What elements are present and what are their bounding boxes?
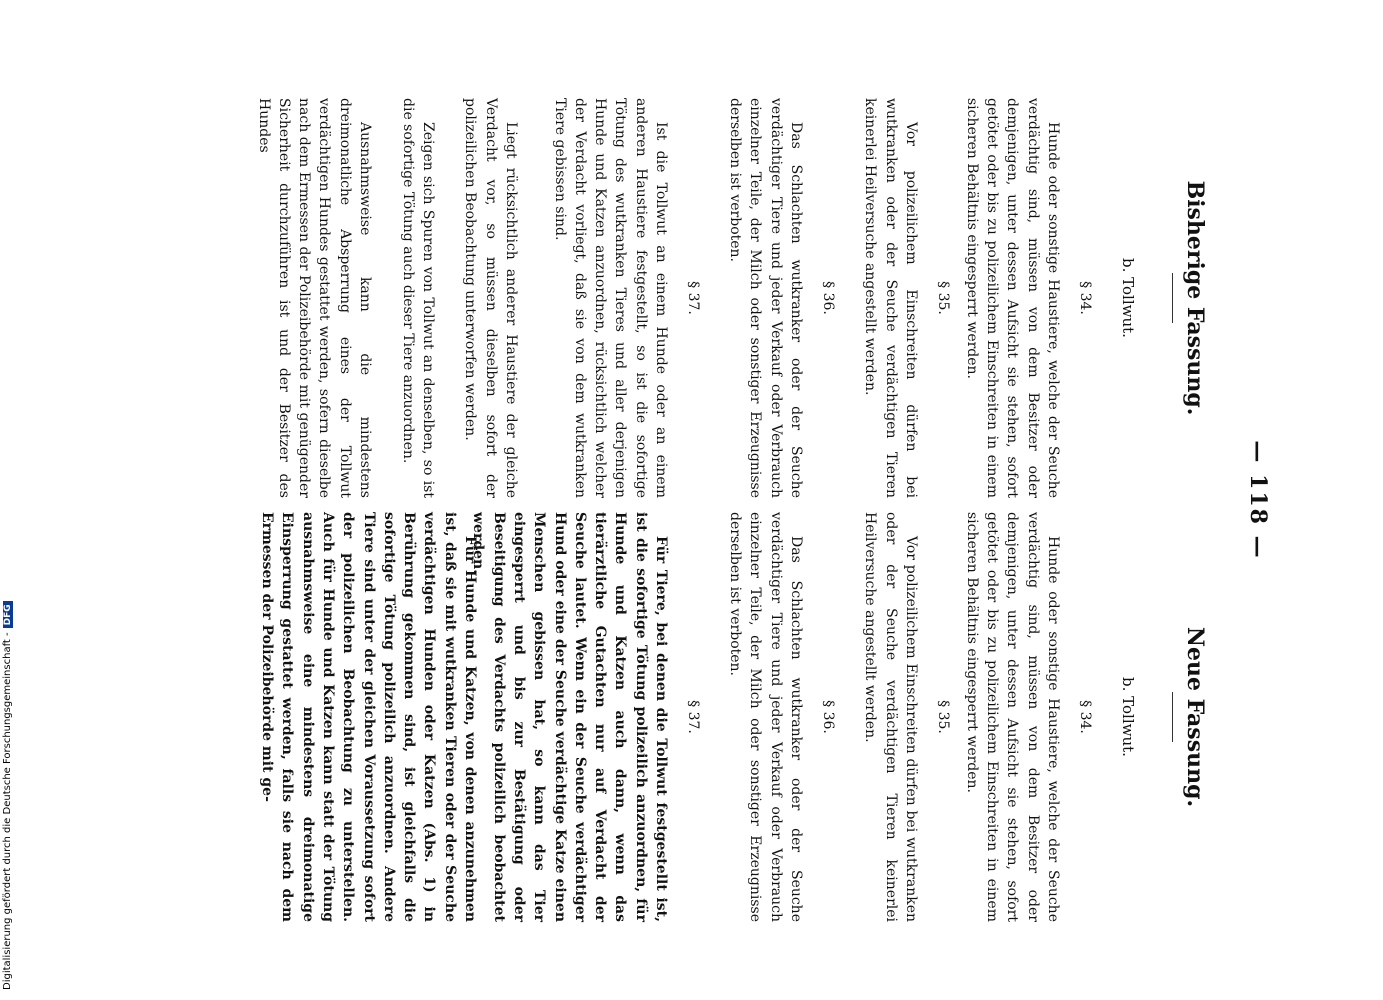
column-heading-old: Bisherige Fassung. [1182,180,1208,416]
paragraph-text: Hunde oder sonstige Haustiere, welche der Seuche verdächtig sind, müssen von dem Besitzer oder demjenigen, unter dessen Aufsicht sie stehen, sofort getötet oder bis zu polizeilichem Einschreiten in einem sicheren Behältnis eingesperrt werden. [963,512,1061,922]
paragraph-text: Ausnahmsweise kann die mindestens dreimonatliche Absperrung eines der Tollwut verdächtigen Hundes gestattet werden, sofern dieselbe nach dem Ermessen der Polizeibehörde mit genügender Sicherheit durchzuführen ist und der Besitzer des Hundes [255,98,373,498]
paragraph-text: Das Schlachten wutkranker oder der Seuche verdächtiger Tiere und jeder Verkauf oder Verbrauch einzelner Teile, der Milch oder sonstiger Erzeugnisse derselben ist verboten. [727,512,804,922]
paragraph-text: Zeigen sich Spuren von Tollwut an denselben, so ist die sofortige Tötung auch dieser Tiere anzuordnen. [399,98,436,498]
page-number: — 118 — [1245,440,1271,560]
footer-text: Digitalisierung gefördert durch die Deutsche Forschungsgemeinschaft - [2,632,13,990]
paragraph-number: § 35. [935,281,951,315]
paragraph-number: § 36. [820,700,836,734]
paragraph-text: Liegt rücksichtlich anderer Haustiere der gleiche Verdacht vor, so müssen dieselben sofort der polizeilichen Beobachtung unterworfen werden. [462,98,519,498]
paragraph-text: Vor polizeilichem Einschreiten dürfen bei wutkranken oder der Seuche verdächtigen Tieren keinerlei Heilversuche angestellt werden. [862,512,919,922]
paragraph-text: Hunde oder sonstige Haustiere, welche der Seuche verdächtig sind, müssen von dem Besitzer oder demjenigen, unter dessen Aufsicht sie stehen, sofort getötet oder bis zu polizeilichem Einschreiten in einem sicheren Behältnis eingesperrt werden. [963,98,1061,498]
section-title: b. Tollwut. [1119,258,1137,338]
dfg-logo-icon: DFG [3,601,13,628]
paragraph-number: § 37. [685,700,701,734]
paragraph-text: Vor polizeilichem Einschreiten dürfen bei wutkranken oder der Seuche verdächtigen Tieren keinerlei Heilversuche angestellt werden. [862,98,919,498]
paragraph-text: Ist die Tollwut an einem Hunde oder an einem anderen Haustiere festgestellt, so ist die sofortige Tötung des wutkranken Tieres und aller derjenigen Hunde und Katzen anzuordnen, rücksichtlich welcher der Verdacht vorliegt, daß sie von dem wutkranken Tiere gebissen sind. [551,98,669,498]
paragraph-number: § 34. [1077,281,1093,315]
paragraph-text: Das Schlachten wutkranker oder der Seuche verdächtiger Tiere und jeder Verkauf oder Verbrauch einzelner Teile, der Milch oder sonstiger Erzeugnisse derselben ist verboten. [727,98,804,498]
section-title: b. Tollwut. [1119,677,1137,757]
heading-rule [1172,273,1173,323]
paragraph-number: § 36. [820,281,836,315]
heading-rule [1172,692,1173,742]
paragraph-text-amended: Für Hunde und Katzen, von denen anzunehmen ist, daß sie mit wutkranken Tieren oder der Seuche verdächtigen Hunden oder Katzen (Abs. 1) in Berührung gekommen sind, ist gleichfalls die sofortige Tötung polizeilich anzuordnen. Andere Tiere sind unter der gleichen Voraussetzung sofort der polizeilichen Beobachtung zu unterstellen. Auch für Hunde und Katzen kann statt der Tötung ausnahmsweise eine mindestens dreimonatige Einsperrung gestattet werden, falls sie nach dem Ermessen der Polizeibehörde mit ge- [259,512,478,922]
paragraph-number: § 34. [1077,700,1093,734]
paragraph-number: § 37. [685,281,701,315]
paragraph-text-amended: Für Tiere, bei denen die Tollwut festgestellt ist, ist die sofortige Tötung polizeilich anzuordnen, für Hunde und Katzen auch dann, wenn das tierärztliche Gutachten nur auf Verdacht der Seuche lautet. Wenn ein der Seuche verdächtiger Hund oder eine der Seuche verdächtige Katze einen Menschen gebissen hat, so kann das Tier eingesperrt und bis zur Bestätigung oder Beseitigung des Verdachts polizeilich beobachtet werden. [470,512,669,922]
digitization-footer [2,601,13,990]
paragraph-number: § 35. [935,700,951,734]
column-heading-new: Neue Fassung. [1182,626,1208,808]
